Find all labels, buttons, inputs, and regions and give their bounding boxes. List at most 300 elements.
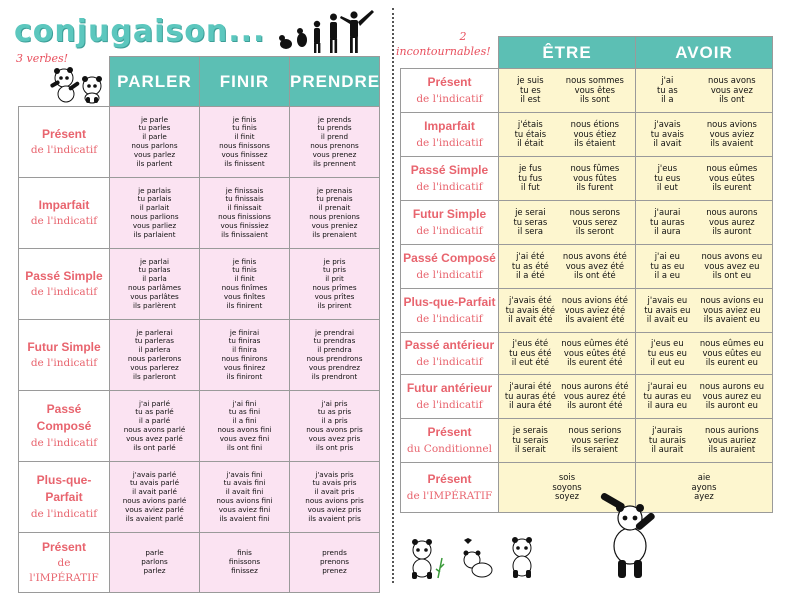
- tense-mode: de l'indicatif: [416, 268, 483, 281]
- conjugation-line: j'ai été: [516, 251, 545, 262]
- conjugation-line: ils auront été: [567, 400, 623, 411]
- conjugation-cell: [200, 178, 290, 249]
- plural-column: [696, 382, 768, 411]
- conjugation-line: tu auras été: [504, 390, 556, 401]
- conjugation-line: j'avais eu: [647, 295, 688, 306]
- tense-mode: de l'indicatif: [416, 355, 483, 368]
- conjugation-cell: [110, 533, 200, 593]
- conjugation-line: je prenais: [316, 185, 353, 195]
- conjugation-cell: [499, 157, 636, 201]
- conjugation-line: nous eûmes: [706, 163, 758, 174]
- conjugation-line: vous aviez: [709, 128, 755, 139]
- conjugation-line: il parla: [142, 274, 167, 284]
- conjugation-line: j'aurais: [652, 425, 683, 436]
- conjugation-line: il a pris: [321, 416, 348, 426]
- conjugation-line: vous aurez: [709, 216, 755, 227]
- left-tense-cell: [19, 462, 110, 533]
- conjugation-line: tu eus: [654, 172, 681, 183]
- conjugation-line: il finit: [234, 132, 255, 142]
- conjugation-line: vous eûtes eu: [702, 347, 762, 358]
- conjugation-line: tu parlas: [138, 265, 171, 275]
- conjugation-line: ils ont fini: [226, 442, 263, 452]
- tense-name: Présent: [427, 425, 472, 440]
- left-header-parler: PARLER: [110, 57, 200, 107]
- singular-column: [502, 208, 559, 237]
- conjugation-line: vous avez pris: [308, 433, 361, 443]
- plural-column: [559, 252, 631, 281]
- conjugation-line: tu parlais: [137, 194, 172, 204]
- tense-name: Passé antérieur: [404, 338, 495, 353]
- conjugation-line: j'avais parlé: [132, 469, 177, 479]
- left-tense-cell: [19, 533, 110, 593]
- conjugation-line: j'aurai eu: [647, 381, 687, 392]
- left-corner: [19, 57, 110, 107]
- conjugation-line: nous avons: [708, 75, 756, 86]
- conjugation-line: je fus: [518, 163, 542, 174]
- tense-name: Futur Simple: [27, 339, 101, 354]
- conjugation-line: vous aviez pris: [307, 504, 362, 514]
- conjugation-line: tu avais parlé: [129, 478, 180, 488]
- conjugation-line: il a: [661, 94, 674, 105]
- plural-column: [559, 426, 631, 455]
- conjugation-columns: [499, 296, 635, 325]
- conjugation-columns: [636, 164, 772, 193]
- conjugation-line: ils seront: [575, 226, 614, 237]
- conjugation-line: vous prenez: [312, 149, 357, 159]
- conjugation-line: parle: [145, 548, 164, 558]
- right-note-number: 2: [459, 30, 467, 43]
- conjugation-line: il avait pris: [314, 487, 355, 497]
- conjugation-line: nous aurions: [704, 425, 759, 436]
- tense-mode: du Conditionnel: [406, 442, 492, 455]
- conjugation-line: vous avez: [710, 84, 753, 95]
- conjugation-line: tu eus été: [509, 347, 552, 358]
- conjugation-line: il a fini: [232, 416, 257, 426]
- conjugation-line: parlez: [143, 565, 166, 575]
- singular-column: [502, 426, 559, 455]
- tense-name: Passé Composé: [403, 251, 496, 266]
- conjugation-line: il eut été: [511, 357, 549, 368]
- conjugation-columns: [499, 208, 635, 237]
- tense-name: Plus-que-Parfait: [36, 473, 92, 505]
- conjugation-line: j'aurai été: [509, 381, 552, 392]
- conjugation-line: ils ont parlé: [133, 442, 176, 452]
- conjugation-line: il parlait: [139, 203, 170, 213]
- conjugation-cell: [499, 113, 636, 157]
- conjugation-line: tu finissais: [225, 194, 264, 204]
- right-conjugation-table: [400, 36, 773, 513]
- conjugation-line: j'ai: [661, 75, 674, 86]
- plural-column: [559, 208, 631, 237]
- conjugation-line: il aurait: [651, 444, 684, 455]
- singular-column: [502, 296, 559, 325]
- conjugation-line: vous auriez: [707, 434, 756, 445]
- singular-column: [502, 252, 559, 281]
- conjugation-line: ils eurent eu: [705, 357, 758, 368]
- conjugation-line: ils eurent: [712, 182, 752, 193]
- conjugation-line: je finissais: [225, 185, 264, 195]
- conjugation-line: je parlais: [138, 185, 171, 195]
- conjugation-line: je parlai: [139, 256, 170, 266]
- tense-name: Imparfait: [38, 197, 90, 212]
- page-divider: [392, 8, 394, 583]
- tense-mode: de l'indicatif: [416, 136, 483, 149]
- conjugation-line: ils étaient: [574, 138, 616, 149]
- conjugation-line: ils ont: [719, 94, 745, 105]
- conjugation-columns: [636, 426, 772, 455]
- conjugation-line: vous aviez été: [564, 304, 626, 315]
- conjugation-cell: [499, 375, 636, 419]
- conjugation-line: nous aurons eu: [699, 381, 765, 392]
- conjugation-line: nous prenons: [310, 141, 359, 150]
- conjugation-line: il avait fini: [225, 487, 264, 497]
- conjugation-columns: [636, 252, 772, 281]
- tense-mode: de l'indicatif: [30, 215, 98, 228]
- conjugation-line: je pris: [323, 256, 346, 266]
- conjugation-cell: [636, 157, 773, 201]
- plural-column: [559, 296, 631, 325]
- conjugation-line: vous avez été: [565, 260, 624, 271]
- plural-column: [696, 426, 768, 455]
- conjugation-line: vous prîtes: [314, 291, 355, 301]
- conjugation-line: ils prennent: [313, 158, 356, 168]
- tense-mode-2: l'IMPÉRATIF: [29, 572, 99, 585]
- conjugation-line: aie: [697, 472, 711, 483]
- conjugation-columns: [636, 296, 772, 325]
- left-header-prendre: PRENDRE: [290, 57, 380, 107]
- conjugation-columns: [636, 76, 772, 105]
- conjugation-line: nous avions fini: [216, 496, 273, 505]
- plural-column: [696, 339, 768, 368]
- conjugation-line: nous serons: [569, 207, 621, 218]
- conjugation-line: j'ai fini: [232, 398, 257, 408]
- conjugation-line: je parle: [140, 114, 169, 124]
- conjugation-line: tu avais eu: [644, 304, 691, 315]
- conjugation-line: il avait parlé: [132, 487, 177, 497]
- conjugation-columns: [636, 208, 772, 237]
- conjugation-cell: [636, 201, 773, 245]
- conjugation-line: nous parlerons: [127, 354, 182, 363]
- conjugation-line: je suis: [517, 75, 544, 86]
- conjugation-columns: [499, 76, 635, 105]
- conjugation-line: nous avons fini: [217, 425, 272, 434]
- conjugation-line: tu serais: [512, 434, 549, 445]
- conjugation-line: ils avaient été: [565, 314, 625, 325]
- left-tense-cell: [19, 107, 110, 178]
- conjugation-line: vous fûtes: [573, 172, 617, 183]
- plural-column: [696, 76, 768, 105]
- conjugation-line: il eut: [656, 182, 678, 193]
- tense-mode: de l'indicatif: [416, 180, 483, 193]
- right-header-etre: ÊTRE: [499, 37, 636, 69]
- conjugation-line: tu as eu: [650, 260, 685, 271]
- conjugation-line: tu parles: [138, 123, 171, 133]
- conjugation-line: nous eûmes été: [561, 338, 629, 349]
- conjugation-cell: [636, 333, 773, 375]
- tense-name: Futur Simple: [412, 207, 487, 222]
- plural-column: [559, 120, 631, 149]
- conjugation-line: sois: [558, 472, 576, 483]
- conjugation-columns: [499, 120, 635, 149]
- conjugation-line: nous étions: [570, 119, 619, 130]
- conjugation-columns: [636, 339, 772, 368]
- conjugation-line: il avait: [653, 138, 682, 149]
- conjugation-line: j'eus eu: [651, 338, 684, 349]
- conjugation-columns: [499, 426, 635, 455]
- conjugation-line: tu parleras: [134, 336, 175, 346]
- conjugation-line: tu eus eu: [647, 347, 687, 358]
- conjugation-cell: [290, 462, 380, 533]
- left-header-finir: FINIR: [200, 57, 290, 107]
- singular-column: [639, 76, 696, 105]
- conjugation-line: vous finissiez: [220, 220, 269, 230]
- conjugation-line: tu auras eu: [643, 390, 692, 401]
- conjugation-line: nous avions: [706, 119, 757, 130]
- conjugation-line: vous parliez: [132, 220, 177, 230]
- panda-icon: [404, 532, 552, 580]
- conjugation-line: ils eurent été: [567, 357, 623, 368]
- plural-column: [696, 120, 768, 149]
- singular-column: [639, 252, 696, 281]
- conjugation-line: tu finiras: [228, 336, 261, 346]
- conjugation-line: il a eu: [654, 270, 681, 281]
- conjugation-line: je prendrai: [315, 327, 354, 337]
- conjugation-line: vous parlez: [133, 149, 176, 159]
- conjugation-line: nous finîmes: [221, 283, 268, 292]
- conjugation-columns: [499, 339, 635, 368]
- tense-mode: de l'indicatif: [30, 436, 98, 449]
- conjugation-columns: [636, 120, 772, 149]
- tense-mode: de l'IMPÉRATIF: [406, 489, 493, 502]
- conjugation-line: vous avez eu: [704, 260, 760, 271]
- conjugation-line: j'eus: [657, 163, 678, 174]
- conjugation-line: tu prendras: [313, 336, 356, 346]
- right-tense-cell: [401, 419, 499, 463]
- conjugation-line: ils avaient eu: [703, 314, 760, 325]
- conjugation-line: nous serions: [568, 425, 622, 436]
- conjugation-cell: [200, 391, 290, 462]
- conjugation-line: j'eus été: [512, 338, 549, 349]
- plural-column: [559, 382, 631, 411]
- conjugation-line: il sera: [517, 226, 544, 237]
- conjugation-cell: [200, 533, 290, 593]
- conjugation-cell: [200, 320, 290, 391]
- conjugation-line: ils prendront: [311, 371, 358, 381]
- conjugation-line: tu as pris: [317, 407, 352, 417]
- conjugation-line: il finit: [234, 274, 255, 284]
- conjugation-line: il a parlé: [138, 416, 171, 426]
- conjugation-line: nous finissions: [218, 212, 271, 221]
- plural-column: [559, 76, 631, 105]
- plural-column: [559, 164, 631, 193]
- conjugation-line: ils finirent: [226, 300, 263, 310]
- conjugation-line: ils auront: [712, 226, 752, 237]
- plural-column: [559, 339, 631, 368]
- conjugation-cell: [636, 419, 773, 463]
- conjugation-line: soyez: [555, 491, 579, 502]
- conjugation-line: nous prendrons: [306, 354, 363, 363]
- singular-column: [639, 339, 696, 368]
- conjugation-cell: [110, 391, 200, 462]
- conjugation-line: j'avais pris: [315, 469, 354, 479]
- conjugation-line: tu as fini: [228, 407, 261, 417]
- conjugation-line: vous serez: [572, 216, 618, 227]
- conjugation-line: j'avais fini: [226, 469, 263, 479]
- conjugation-line: tu finis: [232, 123, 257, 133]
- conjugation-line: vous finirez: [223, 362, 266, 372]
- conjugation-line: nous avons été: [562, 251, 627, 262]
- tense-name: Futur antérieur: [406, 381, 493, 396]
- conjugation-line: ils avaient: [710, 138, 754, 149]
- conjugation-line: prenons: [319, 557, 350, 567]
- right-tense-cell: [401, 333, 499, 375]
- left-tense-cell: [19, 249, 110, 320]
- conjugation-line: vous eûtes été: [563, 347, 626, 358]
- conjugation-line: vous aurez été: [563, 390, 626, 401]
- conjugation-line: il aura eu: [647, 400, 688, 411]
- conjugation-line: vous finissez: [221, 149, 268, 159]
- left-tense-cell: [19, 320, 110, 391]
- conjugation-line: je finis: [232, 114, 257, 124]
- conjugation-line: nous avions pris: [305, 496, 364, 505]
- conjugation-line: vous aviez parlé: [125, 504, 184, 514]
- conjugation-line: tu pris: [323, 265, 346, 275]
- tense-mode: de l'indicatif: [30, 507, 98, 520]
- conjugation-line: je serai: [515, 207, 546, 218]
- conjugation-cell: [636, 289, 773, 333]
- conjugation-cell: [290, 391, 380, 462]
- conjugation-line: ils avaient pris: [308, 513, 361, 523]
- left-tense-cell: [19, 178, 110, 249]
- right-tense-cell: [401, 201, 499, 245]
- conjugation-line: ils auront eu: [705, 400, 758, 411]
- conjugation-line: ils parleront: [133, 371, 176, 381]
- conjugation-line: vous aurez eu: [702, 390, 762, 401]
- conjugation-line: vous parlâtes: [130, 291, 179, 301]
- conjugation-line: tu as parlé: [135, 407, 174, 417]
- singular-column: [639, 164, 696, 193]
- conjugation-cell: [200, 249, 290, 320]
- singular-column: [639, 208, 696, 237]
- conjugation-line: j'ai eu: [654, 251, 680, 262]
- conjugation-line: il parlera: [138, 345, 171, 355]
- conjugation-line: ils ont eu: [712, 270, 752, 281]
- plural-column: [696, 164, 768, 193]
- conjugation-cell: [636, 69, 773, 113]
- conjugation-line: ils ont pris: [315, 442, 354, 452]
- conjugation-cell: [499, 419, 636, 463]
- conjugation-line: ils finiront: [226, 371, 263, 381]
- conjugation-line: je serais: [512, 425, 548, 436]
- singular-column: [502, 339, 559, 368]
- conjugation-cell: [200, 107, 290, 178]
- conjugation-line: nous finissons: [219, 141, 270, 150]
- singular-column: [639, 120, 696, 149]
- conjugation-line: j'ai pris: [321, 398, 348, 408]
- conjugation-cell: [499, 289, 636, 333]
- conjugation-cell: [636, 113, 773, 157]
- conjugation-line: il prenait: [318, 203, 351, 213]
- tense-name: Présent: [41, 539, 87, 554]
- conjugation-line: il était: [517, 138, 544, 149]
- tense-mode: de l'indicatif: [30, 144, 98, 157]
- conjugation-line: il est: [520, 94, 541, 105]
- conjugation-line: j'avais: [654, 119, 681, 130]
- conjugation-line: vous êtes: [574, 84, 616, 95]
- conjugation-cell: [200, 462, 290, 533]
- conjugation-line: tu avais: [650, 128, 684, 139]
- conjugation-line: ayons: [691, 481, 717, 492]
- conjugation-line: finissons: [228, 557, 261, 567]
- panda-icon: [600, 488, 658, 580]
- conjugation-cell: [290, 249, 380, 320]
- conjugation-cell: [290, 533, 380, 593]
- conjugation-line: prenez: [322, 565, 347, 575]
- left-tense-cell: [19, 391, 110, 462]
- conjugation-line: nous parlions: [130, 212, 179, 221]
- conjugation-line: ils avaient fini: [219, 513, 270, 523]
- tense-mode: de l'indicatif: [416, 398, 483, 411]
- conjugation-line: ils sont: [579, 94, 610, 105]
- conjugation-line: nous prenions: [309, 212, 360, 221]
- conjugation-line: il a été: [515, 270, 545, 281]
- conjugation-line: finissez: [231, 565, 258, 575]
- singular-column: [502, 382, 559, 411]
- conjugation-line: vous avez fini: [219, 433, 270, 443]
- conjugation-line: je finirai: [229, 327, 260, 337]
- conjugation-cell: [110, 320, 200, 391]
- conjugation-line: tu finis: [232, 265, 257, 275]
- plural-column: [696, 208, 768, 237]
- conjugation-line: il fut: [520, 182, 540, 193]
- conjugation-line: finis: [237, 548, 252, 558]
- tense-name: Passé Composé: [36, 402, 92, 434]
- right-tense-cell: [401, 245, 499, 289]
- conjugation-line: nous parlons: [131, 141, 178, 150]
- page-title: conjugaison...: [14, 14, 266, 49]
- conjugation-line: il prend: [320, 132, 349, 142]
- conjugation-line: vous aviez eu: [703, 304, 761, 315]
- conjugation-line: tu étais: [514, 128, 547, 139]
- conjugation-line: il eut eu: [650, 357, 685, 368]
- conjugation-line: il finissait: [227, 203, 262, 213]
- tense-name: Présent: [41, 126, 87, 141]
- conjugation-cell: [110, 107, 200, 178]
- conjugation-line: il finira: [232, 345, 257, 355]
- conjugation-line: ils ont été: [574, 270, 616, 281]
- conjugation-line: ils parlèrent: [133, 300, 176, 310]
- right-tense-cell: [401, 463, 499, 513]
- conjugation-line: nous fûmes: [570, 163, 620, 174]
- conjugation-line: vous preniez: [311, 220, 358, 230]
- plural-column: [696, 296, 768, 325]
- conjugation-line: tu es: [519, 84, 541, 95]
- conjugation-line: vous avez parlé: [126, 433, 183, 443]
- tense-mode: de l'indicatif: [416, 312, 483, 325]
- conjugation-line: tu seras: [513, 216, 548, 227]
- conjugation-line: ils auraient: [708, 444, 756, 455]
- conjugation-columns: [499, 382, 635, 411]
- singular-column: [639, 296, 696, 325]
- evolution-silhouette-icon: [278, 8, 378, 54]
- conjugation-line: je prends: [317, 114, 352, 124]
- right-header-avoir: AVOIR: [636, 37, 773, 69]
- conjugation-columns: [636, 382, 772, 411]
- conjugation-line: vous seriez: [571, 434, 619, 445]
- conjugation-line: il prendra: [317, 345, 352, 355]
- conjugation-cell: [499, 333, 636, 375]
- conjugation-line: ils furent: [576, 182, 614, 193]
